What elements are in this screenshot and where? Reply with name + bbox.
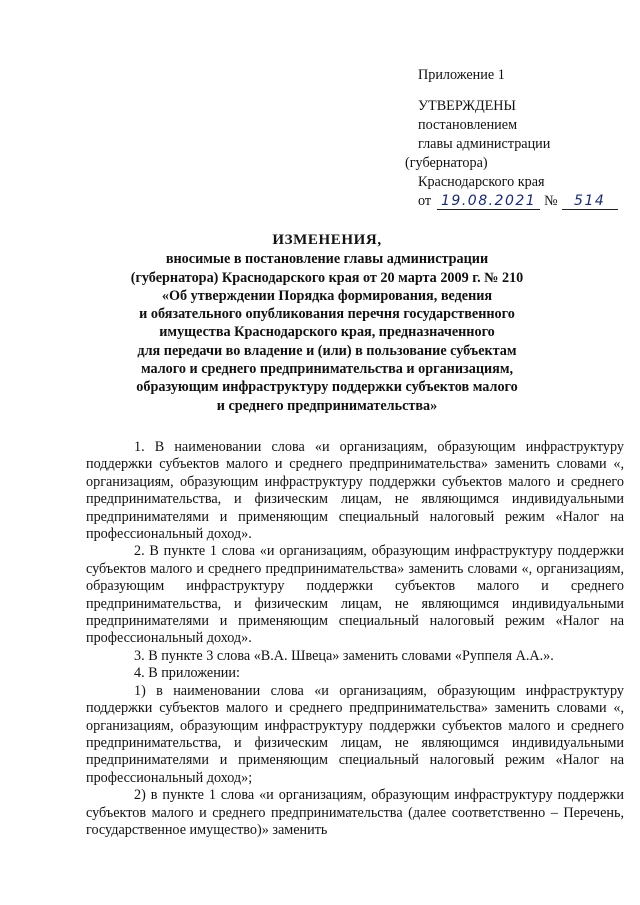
paragraph-2: 2. В пункте 1 слова «и организациям, образующим инфраструктуру поддержки субъектов малого и среднего предпринимательства» заменить словами «, организациям, образующим инфраструктуру поддержки субъектов малого и среднего предпринимательства, и физическим лицам, не являющимся индивидуальными предпринимателями и применяющим специальный налоговый режим «Налог на профессиональный доход».	[86, 543, 624, 647]
paragraph-4: 4. В приложении:	[134, 665, 240, 682]
approval-line-1: постановлением	[418, 117, 518, 133]
title-line: имущества Краснодарского края, предназначенного	[159, 324, 495, 341]
approval-date-line	[418, 192, 618, 211]
approved-heading: УТВЕРЖДЕНЫ	[418, 98, 516, 114]
title-main: ИЗМЕНЕНИЯ,	[272, 232, 382, 248]
paragraph-4-2: 2) в пункте 1 слова «и организациям, образующим инфраструктуру поддержки субъектов малого и среднего предпринимательства (далее соответственно – Перечень, государственное имущество)» заменить	[86, 787, 624, 838]
approval-line-2: главы администрации	[418, 136, 551, 152]
title-line: и обязательного опубликования перечня государственного	[139, 306, 515, 323]
paragraph-3: 3. В пункте 3 слова «В.А. Швеца» заменить словами «Руппеля А.А.».	[134, 647, 554, 664]
paragraph-1: 1. В наименовании слова «и организациям, образующим инфраструктуру поддержки субъектов малого и среднего предпринимательства» заменить словами «, организациям, образующим инфраструктуру поддержки субъектов малого и среднего предпринимательства, и физическим лицам, не являющимся индивидуальными предпринимателями и применяющим специальный налоговый режим «Налог на профессиональный доход».	[86, 439, 624, 543]
title-line: образующим инфраструктуру поддержки субъектов малого	[136, 379, 518, 396]
title-line: (губернатора) Краснодарского края от 20 марта 2009 г. № 210	[130, 269, 524, 286]
document-body	[86, 439, 624, 839]
title-line: для передачи во владение и (или) в пользование субъектам	[137, 342, 517, 359]
title-line: малого и среднего предпринимательства и организациям,	[140, 361, 514, 378]
paragraph-4-1: 1) в наименовании слова «и организациям, образующим инфраструктуру поддержки субъектов малого и среднего предпринимательства» заменить словами «, организациям, образующим инфраструктуру поддержки субъектов малого и среднего предпринимательства, и физическим лицам, не являющимся индивидуальными предпринимателями и применяющим специальный налоговый режим «Налог на профессиональный доход»;	[86, 682, 624, 786]
number-label: №	[544, 193, 558, 209]
approval-block	[405, 66, 618, 211]
approval-line-4: Краснодарского края	[418, 174, 545, 190]
title-line: и среднего предпринимательства»	[216, 397, 438, 414]
document-title	[60, 231, 594, 415]
title-line: вносимые в постановление главы администрации	[165, 251, 489, 268]
appendix-label: Приложение 1	[418, 67, 505, 83]
approval-line-3: (губернатора)	[405, 155, 488, 171]
from-label: от	[418, 193, 432, 209]
handwritten-date: 19.08.2021	[437, 194, 540, 210]
handwritten-number: 514	[562, 194, 618, 210]
title-line: «Об утверждении Порядка формирования, ведения	[161, 287, 493, 304]
